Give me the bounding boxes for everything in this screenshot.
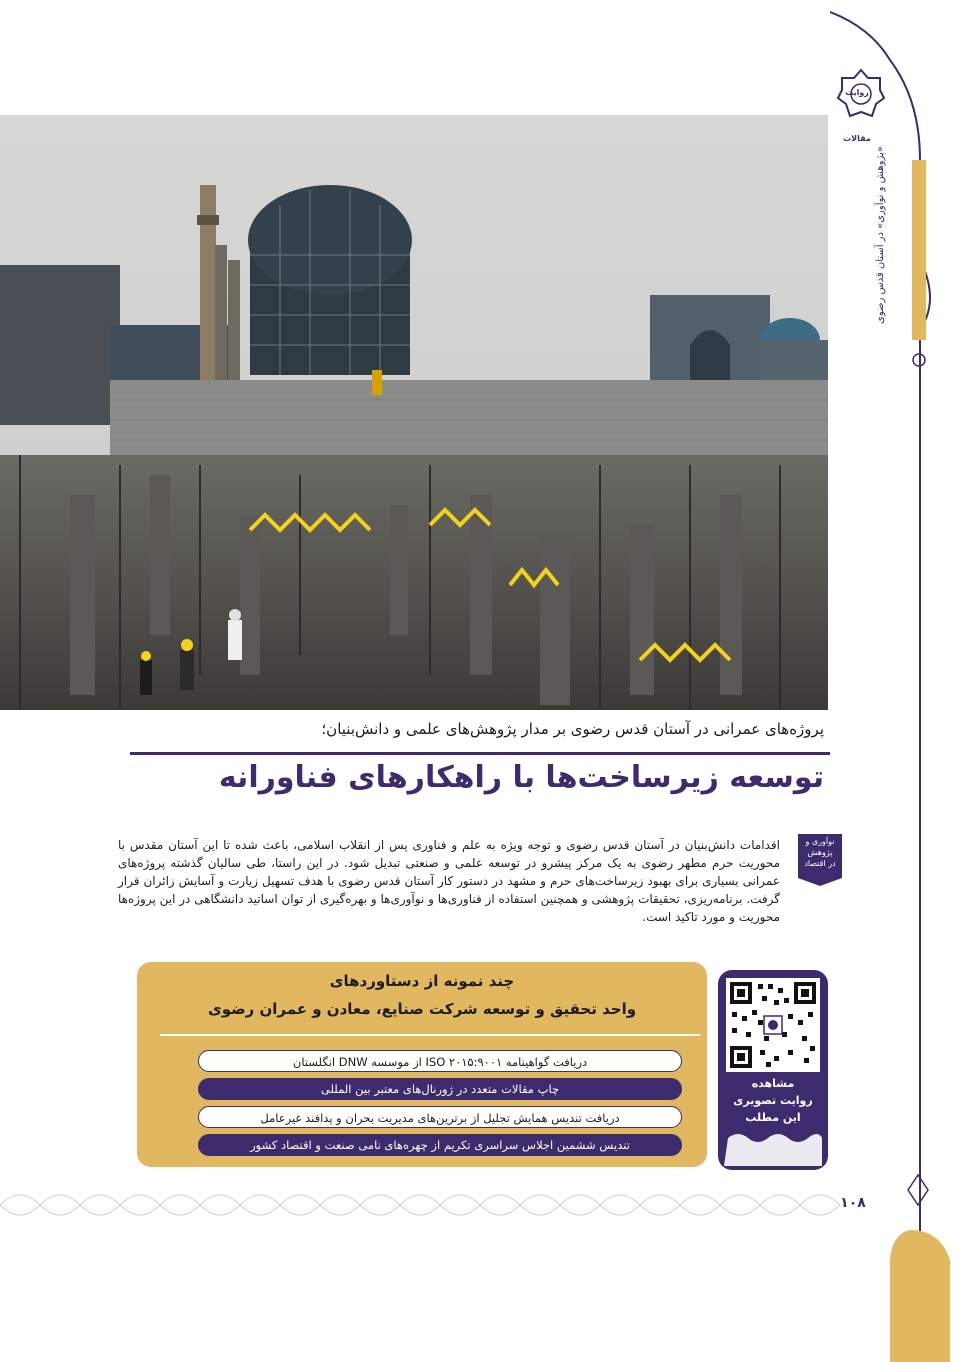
badge-line: نوآوری و [805, 837, 835, 846]
achievement-item: دریافت گواهینامه ISO ۲۰۱۵:۹۰۰۱ از موسسه DNW انگلستان [198, 1050, 682, 1072]
achievement-item: دریافت تندیس همایش تجلیل از برترین‌های مدیریت بحران و پدافند غیرعامل [198, 1106, 682, 1128]
construction-site-photo [0, 115, 828, 710]
qr-caption-line: این مطلب [745, 1111, 801, 1124]
decorative-pattern-strip [0, 1180, 860, 1230]
achievement-item: تندیس ششمین اجلاس سراسری تکریم از چهره‌های نامی صنعت و اقتصاد کشور [198, 1134, 682, 1156]
achievements-title-line2: واحد تحقیق و توسعه شرکت صنایع، معادن و عمران رضوی [207, 1000, 637, 1018]
badge-line: پژوهش [807, 848, 833, 857]
qr-caption [722, 1075, 824, 1135]
qr-caption-line: مشاهده [751, 1077, 795, 1090]
badge-line: در اقتصاد [804, 859, 836, 868]
article-title: توسعه زیرساخت‌ها با راهکارهای فناورانه [218, 760, 824, 795]
article-body: اقدامات دانش‌بنیان در آستان قدس رضوی و توجه ویژه به علم و فناوری پس از انقلاب اسلامی، باعث شده تا این آستان مقدس با محوریت حرم مطهر رضوی به یک مرکز پیشرو در توسعه علمی و صنعتی تبدیل شود. در این راستا، طی سالیان گذشته پروژه‌های عمرانی بسیاری برای بهبود زیرساخت‌های حرم و مشهد در دستور کار آستان قدس رضوی با هدف تسهیل زیارت و آسایش زائران قرار گرفت. برنامه‌ریزی، تحقیقات پژوهشی و همچنین استفاده از فناوری‌ها و نوآوری‌ها و بهره‌گیری از توان اساتید دانشگاهی در این پروژه‌ها محوریت و مورد تاکید است. [117, 838, 780, 924]
achievements-title-line1: چند نمونه از دستاوردهای [329, 972, 515, 990]
section-badge [794, 836, 846, 886]
page-number: ۱۰۸ [840, 1195, 866, 1211]
achievement-item: چاپ مقالات متعدد در ژورنال‌های معتبر بین المللی [198, 1078, 682, 1100]
title-divider [130, 752, 830, 755]
side-decorative-band [830, 0, 966, 1362]
qr-code-card[interactable] [718, 970, 828, 1170]
section-vertical-label: «پژوهش و نوآوری» در آستان قدس رضوی [875, 146, 886, 324]
article-subtitle: پروژه‌های عمرانی در آستان قدس رضوی بر مدار پژوهش‌های علمی و دانش‌بنیان؛ [321, 720, 824, 738]
achievements-divider [160, 1034, 700, 1036]
publication-logo: روایت مقالات [843, 88, 871, 143]
qr-caption-line: روایت تصویری [733, 1094, 813, 1107]
